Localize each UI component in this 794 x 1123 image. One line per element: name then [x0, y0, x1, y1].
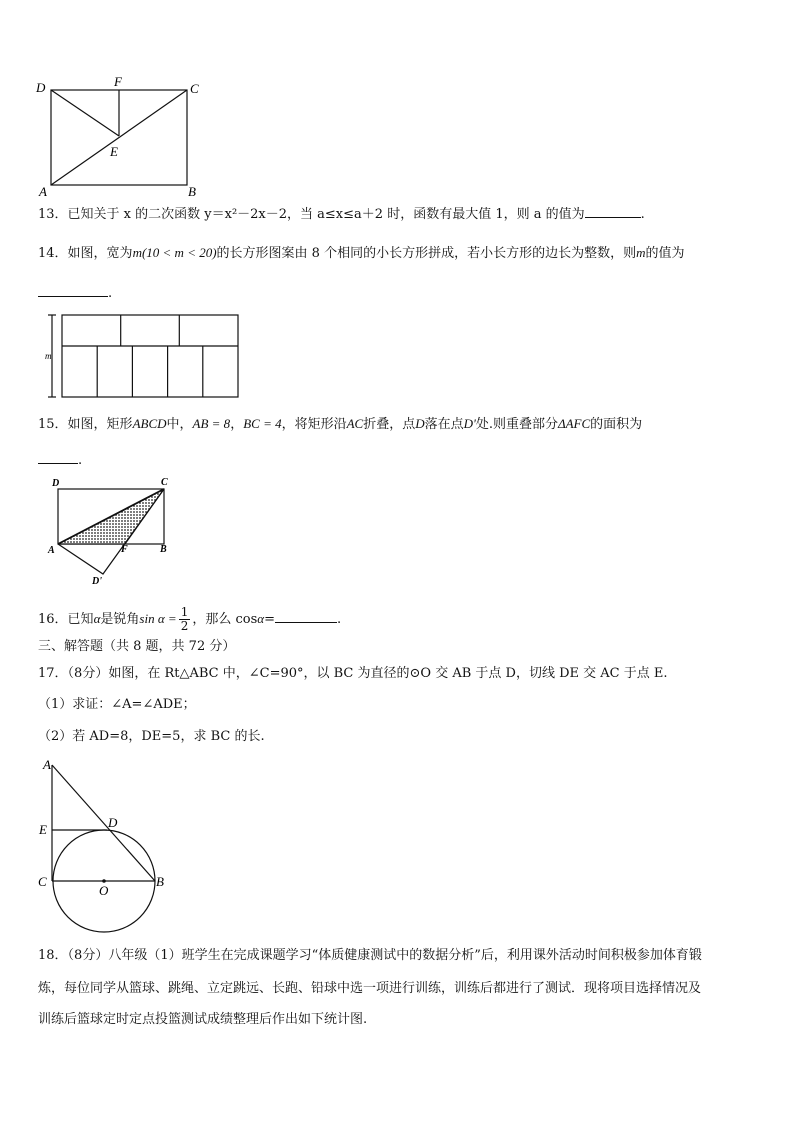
question-13: [38, 205, 645, 224]
math-expression: ΔAFC: [557, 416, 591, 431]
question-text: ，那么 cos: [192, 612, 258, 627]
period: .: [108, 286, 113, 301]
label-e: E: [110, 144, 118, 159]
label-d: D: [36, 80, 46, 95]
period: .: [78, 453, 83, 468]
question-16: [38, 604, 341, 634]
question-text: 落在点: [424, 417, 464, 432]
question-score: （8分）: [67, 948, 109, 963]
math-variable: m: [636, 245, 646, 260]
question-15: [38, 415, 642, 434]
label-d: D: [52, 478, 60, 489]
question-17: [38, 665, 668, 683]
separator: ，: [230, 417, 244, 432]
math-expression: sin α =: [139, 611, 177, 626]
large-rectangle: [62, 315, 238, 397]
label-c: C: [161, 477, 168, 488]
question-text: 的值为: [645, 246, 685, 261]
question-text: 已知关于 x 的二次函数 y＝x²－2x－2，当 a≤x≤a＋2 时，函数有最大值 1，则 a 的值为: [67, 207, 585, 222]
question-number: 17．: [38, 666, 68, 681]
answer-blank: [38, 284, 108, 297]
question-14: [38, 244, 685, 263]
question-text: 的面积为: [590, 417, 643, 432]
math-variable: D: [415, 416, 425, 431]
figure-q12: [30, 72, 210, 202]
question-text: 折叠，点: [363, 417, 416, 432]
label-b: B: [160, 544, 167, 555]
math-variable: ABCD: [132, 416, 167, 431]
label-m: m: [45, 351, 52, 361]
question-text: 处.则重叠部分: [475, 417, 558, 432]
math-variable: D': [463, 416, 476, 431]
question-text: 如图，宽为: [67, 246, 133, 261]
segment-de: [51, 90, 119, 136]
label-b: B: [156, 874, 164, 889]
fraction-denominator: 2: [180, 619, 189, 633]
math-expression: m(10 < m < 20): [132, 245, 217, 260]
question-18-line-2: 炼，每位同学从篮球、跳绳、立定跳远、长跑、铅球中选一项进行训练，训练后都进行了测试．现将项目选择情况及: [38, 981, 702, 996]
label-c: C: [190, 81, 199, 96]
fraction-one-half: [179, 606, 191, 633]
label-c: C: [38, 874, 47, 889]
label-a: A: [48, 545, 55, 556]
figure-q15: [40, 472, 180, 590]
question-18-line-1: [38, 947, 702, 965]
question-18-line-3: 训练后篮球定时定点投篮测试成绩整理后作出如下统计图.: [38, 1012, 368, 1027]
math-variable: α: [257, 611, 265, 626]
math-expression: AB = 8: [192, 416, 231, 431]
question-text: 已知: [67, 612, 94, 627]
label-a: A: [43, 757, 51, 772]
question-text: 如图，矩形: [67, 417, 133, 432]
question-text: 中，: [166, 417, 193, 432]
label-d-prime: D': [92, 576, 102, 587]
figure-q17: [32, 755, 172, 933]
answer-blank: [585, 205, 641, 218]
label-e: E: [39, 822, 47, 837]
period: .: [640, 207, 645, 222]
question-text: 八年级（1）班学生在完成课题学习“体质健康测试中的数据分析”后，利用课外活动时间积极参加体育锻: [108, 948, 702, 963]
label-f: F: [121, 544, 128, 555]
answer-blank: [38, 451, 78, 464]
question-number: 18．: [38, 948, 68, 963]
question-17-part-2: （2）若 AD=8，DE=5，求 BC 的长.: [38, 729, 265, 744]
question-text: 如图，在 Rt△ABC 中，∠C=90°，以 BC 为直径的⊙O 交 AB 于点 D，切线 DE 交 AC 于点 E.: [108, 666, 668, 681]
label-a: A: [39, 184, 47, 199]
question-number: 16．: [38, 612, 68, 627]
question-text: =: [264, 612, 275, 627]
question-number: 14．: [38, 246, 68, 261]
figure-q14: [42, 310, 247, 402]
question-score: （8分）: [67, 666, 109, 681]
question-text: 的长方形图案由 8 个相同的小长方形拼成，若小长方形的边长为整数，则: [216, 246, 637, 261]
question-text: ，将矩形沿: [281, 417, 347, 432]
question-number: 15．: [38, 417, 68, 432]
question-17-part-1: （1）求证：∠A=∠ADE；: [38, 697, 196, 712]
answer-blank: [275, 610, 337, 623]
math-variable: AC: [346, 416, 364, 431]
question-number: 13．: [38, 207, 68, 222]
fraction-numerator: 1: [180, 605, 189, 619]
section-title: 三、解答题（共 8 题，共 72 分）: [38, 639, 236, 654]
label-f: F: [114, 74, 122, 89]
question-15-answer: [38, 451, 82, 470]
period: .: [336, 612, 342, 627]
question-text: 是锐角: [100, 612, 140, 627]
label-o: O: [99, 883, 109, 898]
label-d: D: [108, 815, 118, 830]
label-b: B: [188, 184, 196, 199]
math-variable: α: [93, 611, 101, 626]
question-14-answer: [38, 284, 112, 303]
segment-ab: [52, 765, 155, 881]
math-expression: BC = 4: [243, 416, 282, 431]
